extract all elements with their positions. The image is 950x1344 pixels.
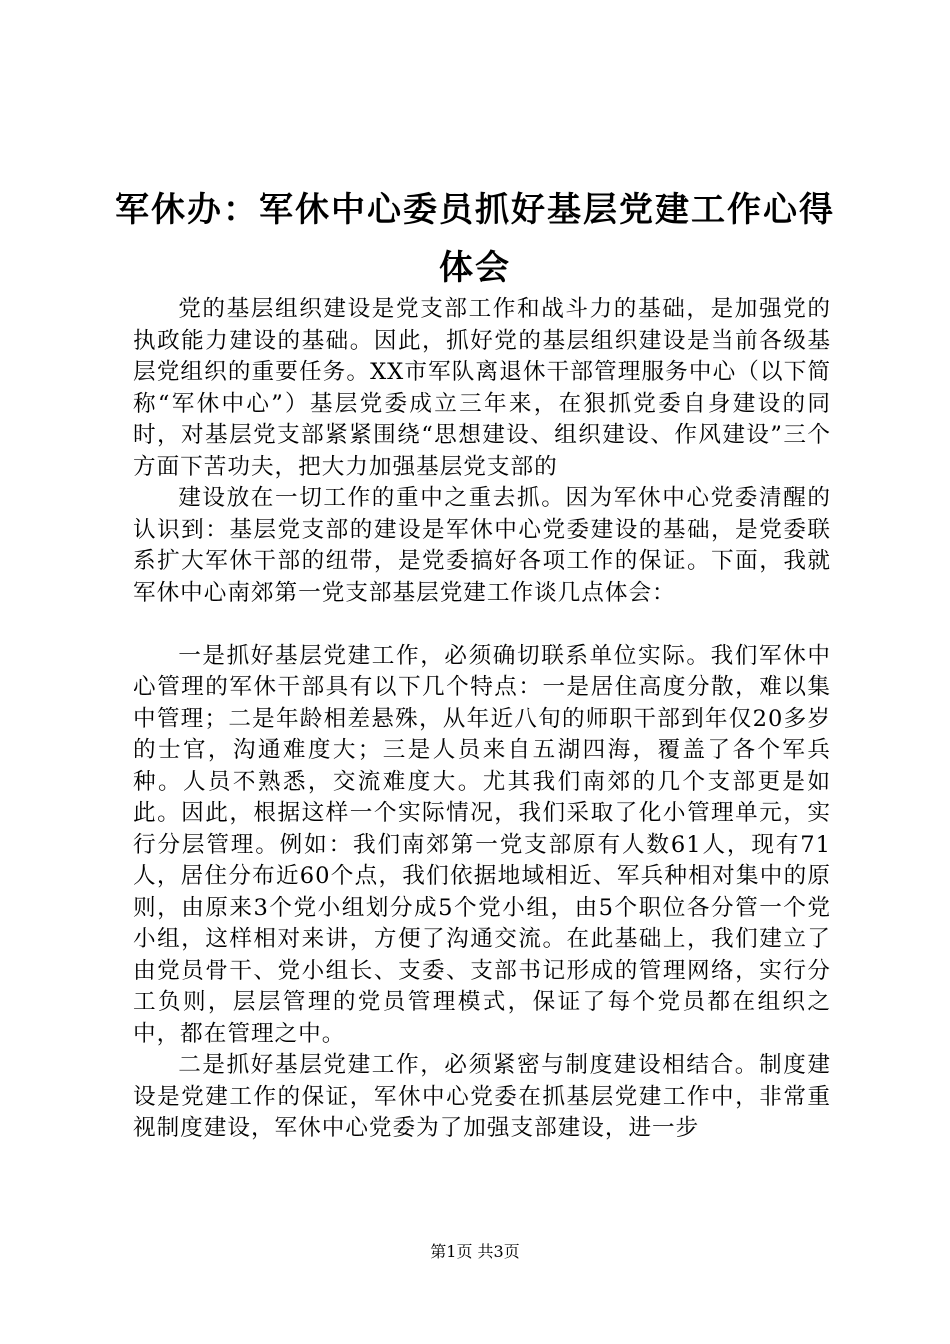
paragraph-spacer xyxy=(133,609,831,641)
document-title-line-1: 军休办：军休中心委员抓好基层党建工作心得 xyxy=(115,190,835,230)
page-footer: 第1页 共3页 xyxy=(430,1242,520,1261)
paragraph-2: 建设放在一切工作的重中之重去抓。因为军休中心党委清醒的认识到：基层党支部的建设是军休中心党委建设的基础，是党委联系扩大军休干部的纽带，是党委搞好各项工作的保证。下面，我就军休中心南郊第一党支部基层党建工作谈几点体会： xyxy=(133,485,831,606)
document-title-line-2: 体会 xyxy=(439,248,511,288)
document-body xyxy=(133,294,831,1145)
paragraph-4: 二是抓好基层党建工作，必须紧密与制度建设相结合。制度建设是党建工作的保证，军休中心党委在抓基层党建工作中，非常重视制度建设，军休中心党委为了加强支部建设，进一步 xyxy=(133,1052,831,1141)
paragraph-1: 党的基层组织建设是党支部工作和战斗力的基础，是加强党的执政能力建设的基础。因此，抓好党的基层组织建设是当前各级基层党组织的重要任务。XX市军队离退休干部管理服务中心（以下简称“军休中心”）基层党委成立三年来，在狠抓党委自身建设的同时，对基层党支部紧紧围绕“思想建设、组织建设、作风建设”三个方面下苦功夫，把大力加强基层党支部的 xyxy=(133,296,831,480)
paragraph-3: 一是抓好基层党建工作，必须确切联系单位实际。我们军休中心管理的军休干部具有以下几个特点：一是居住高度分散，难以集中管理；二是年龄相差悬殊，从年近八旬的师职干部到年仅20多岁的士官，沟通难度大；三是人员来自五湖四海，覆盖了各个军兵种。人员不熟悉，交流难度大。尤其我们南郊的几个支部更是如此。因此，根据这样一个实际情况，我们采取了化小管理单元，实行分层管理。例如：我们南郊第一党支部原有人数61人，现有71人，居住分布近60个点，我们依据地域相近、军兵种相对集中的原则，由原来3个党小组划分成5个党小组，由5个职位各分管一个党小组，这样相对来讲，方便了沟通交流。在此基础上，我们建立了由党员骨干、党小组长、支委、支部书记形成的管理网络，实行分工负则，层层管理的党员管理模式，保证了每个党员都在组织之中，都在管理之中。 xyxy=(133,642,831,1047)
